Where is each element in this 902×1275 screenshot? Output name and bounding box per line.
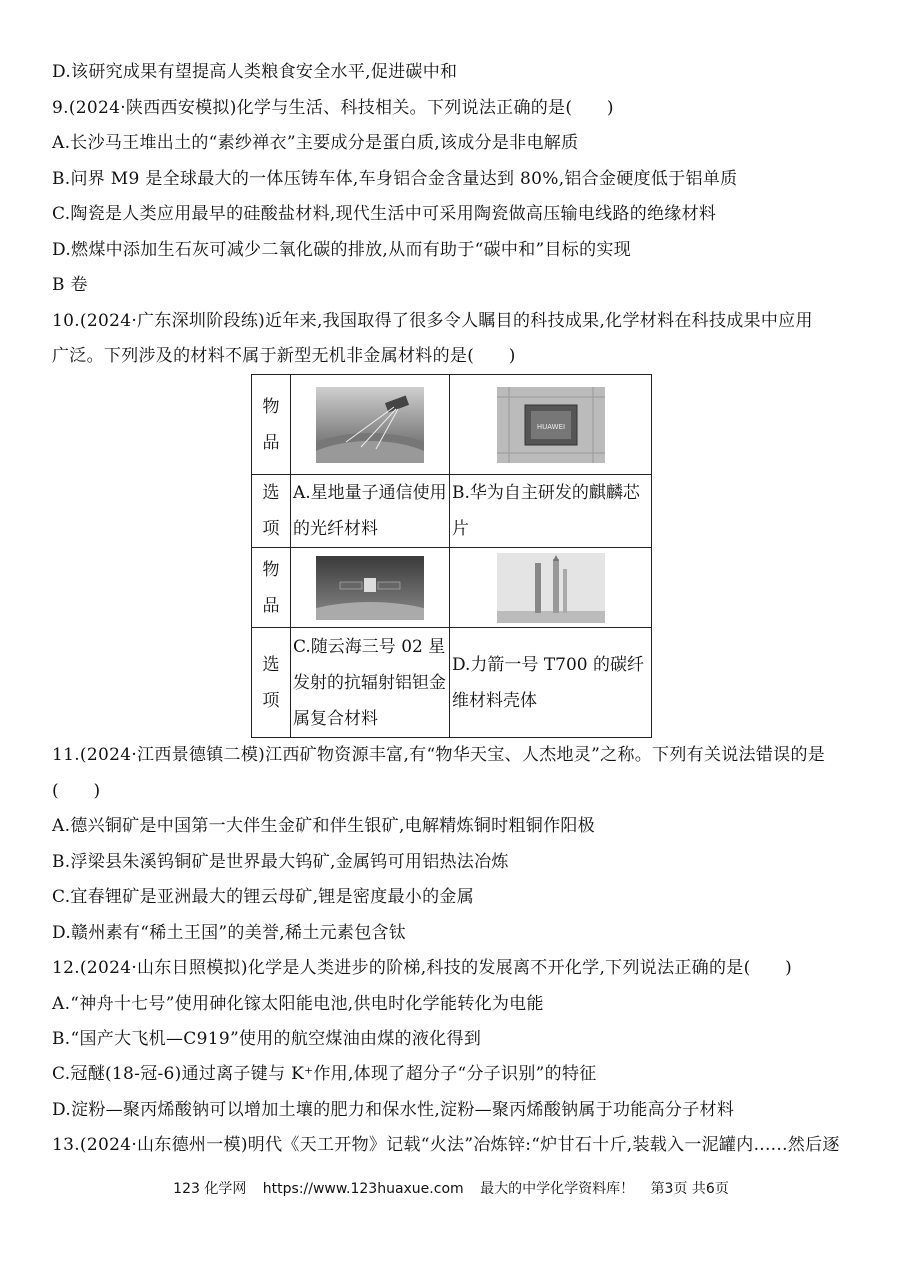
page-footer — [0, 1178, 902, 1198]
item-label: 物 品 — [252, 375, 291, 475]
option-11c: C.宜春锂矿是亚洲最大的锂云母矿,锂是密度最小的金属 — [52, 887, 475, 907]
option-10c: C.随云海三号 02 星发射的抗辐射铝钽金属复合材料 — [291, 628, 450, 738]
image-cell-d — [450, 548, 652, 628]
option-9a: A.长沙马王堆出土的“素纱禅衣”主要成分是蛋白质,该成分是非电解质 — [52, 133, 579, 153]
question-11-line2: ( ) — [52, 781, 101, 801]
option-9c: C.陶瓷是人类应用最早的硅酸盐材料,现代生活中可采用陶瓷做高压输电线路的绝缘材料 — [52, 204, 717, 224]
question-13: 13.(2024·山东德州一模)明代《天工开物》记载“火法”冶炼锌:“炉甘石十斤,装载入一泥罐内......然后逐 — [52, 1135, 840, 1155]
option-label: 选 项 — [252, 475, 291, 548]
option-12d: D.淀粉—聚丙烯酸钠可以增加土壤的肥力和保水性,淀粉—聚丙烯酸钠属于功能高分子材料 — [52, 1100, 735, 1120]
option-label: 选 项 — [252, 628, 291, 738]
option-10a: A.星地量子通信使用的光纤材料 — [291, 475, 450, 548]
question-11-line1: 11.(2024·江西景德镇二模)江西矿物资源丰富,有“物华天宝、人杰地灵”之称。下列有关说法错误的是 — [52, 745, 826, 765]
footer-site-name: 123 化学网 — [173, 1181, 247, 1197]
question-10-line1: 10.(2024·广东深圳阶段练)近年来,我国取得了很多令人瞩目的科技成果,化学材料在科技成果中应用 — [52, 311, 813, 331]
option-10b: B.华为自主研发的麒麟芯片 — [450, 475, 652, 548]
option-10d: D.力箭一号 T700 的碳纤维材料壳体 — [450, 628, 652, 738]
option-12b: B.“国产大飞机—C919”使用的航空煤油由煤的液化得到 — [52, 1029, 482, 1049]
option-9b: B.问界 M9 是全球最大的一体压铸车体,车身铝合金含量达到 80%,铝合金硬度低于铝单质 — [52, 169, 738, 189]
option-11b: B.浮梁县朱溪钨铜矿是世界最大钨矿,金属钨可用铝热法冶炼 — [52, 852, 509, 872]
image-cell-a — [291, 375, 450, 475]
option-11a: A.德兴铜矿是中国第一大伴生金矿和伴生银矿,电解精炼铜时粗铜作阳极 — [52, 816, 595, 836]
rocket-image — [497, 553, 605, 623]
satellite-orbit-image — [316, 556, 424, 620]
footer-url[interactable]: https://www.123huaxue.com — [262, 1181, 464, 1197]
image-cell-b — [450, 375, 652, 475]
footer-slogan: 最大的中学化学资料库！ — [480, 1181, 635, 1197]
question-10-table — [251, 374, 652, 738]
question-12: 12.(2024·山东日照模拟)化学是人类进步的阶梯,科技的发展离不开化学,下列说法正确的是( ) — [52, 958, 793, 978]
item-label: 物 品 — [252, 548, 291, 628]
option-12a: A.“神舟十七号”使用砷化镓太阳能电池,供电时化学能转化为电能 — [52, 994, 544, 1014]
svg-text:HUAWEI: HUAWEI — [536, 422, 565, 431]
option-9d: D.燃煤中添加生石灰可减少二氧化碳的排放,从而有助于“碳中和”目标的实现 — [52, 240, 632, 260]
chip-image — [497, 387, 605, 463]
option-11d: D.赣州素有“稀土王国”的美誉,稀土元素包含钛 — [52, 923, 407, 943]
volume-b-heading: B 卷 — [52, 275, 88, 295]
option-12c: C.冠醚(18-冠-6)通过离子键与 K⁺作用,体现了超分子“分子识别”的特征 — [52, 1064, 597, 1084]
question-9: 9.(2024·陕西西安模拟)化学与生活、科技相关。下列说法正确的是( ) — [52, 98, 614, 118]
question-10-line2: 广泛。下列涉及的材料不属于新型无机非金属材料的是( ) — [52, 346, 516, 366]
page-number: 第3页 共6页 — [650, 1181, 729, 1197]
line-q8d: D.该研究成果有望提高人类粮食安全水平,促进碳中和 — [52, 62, 458, 82]
image-cell-c — [291, 548, 450, 628]
satellite-earth-image — [316, 387, 424, 463]
